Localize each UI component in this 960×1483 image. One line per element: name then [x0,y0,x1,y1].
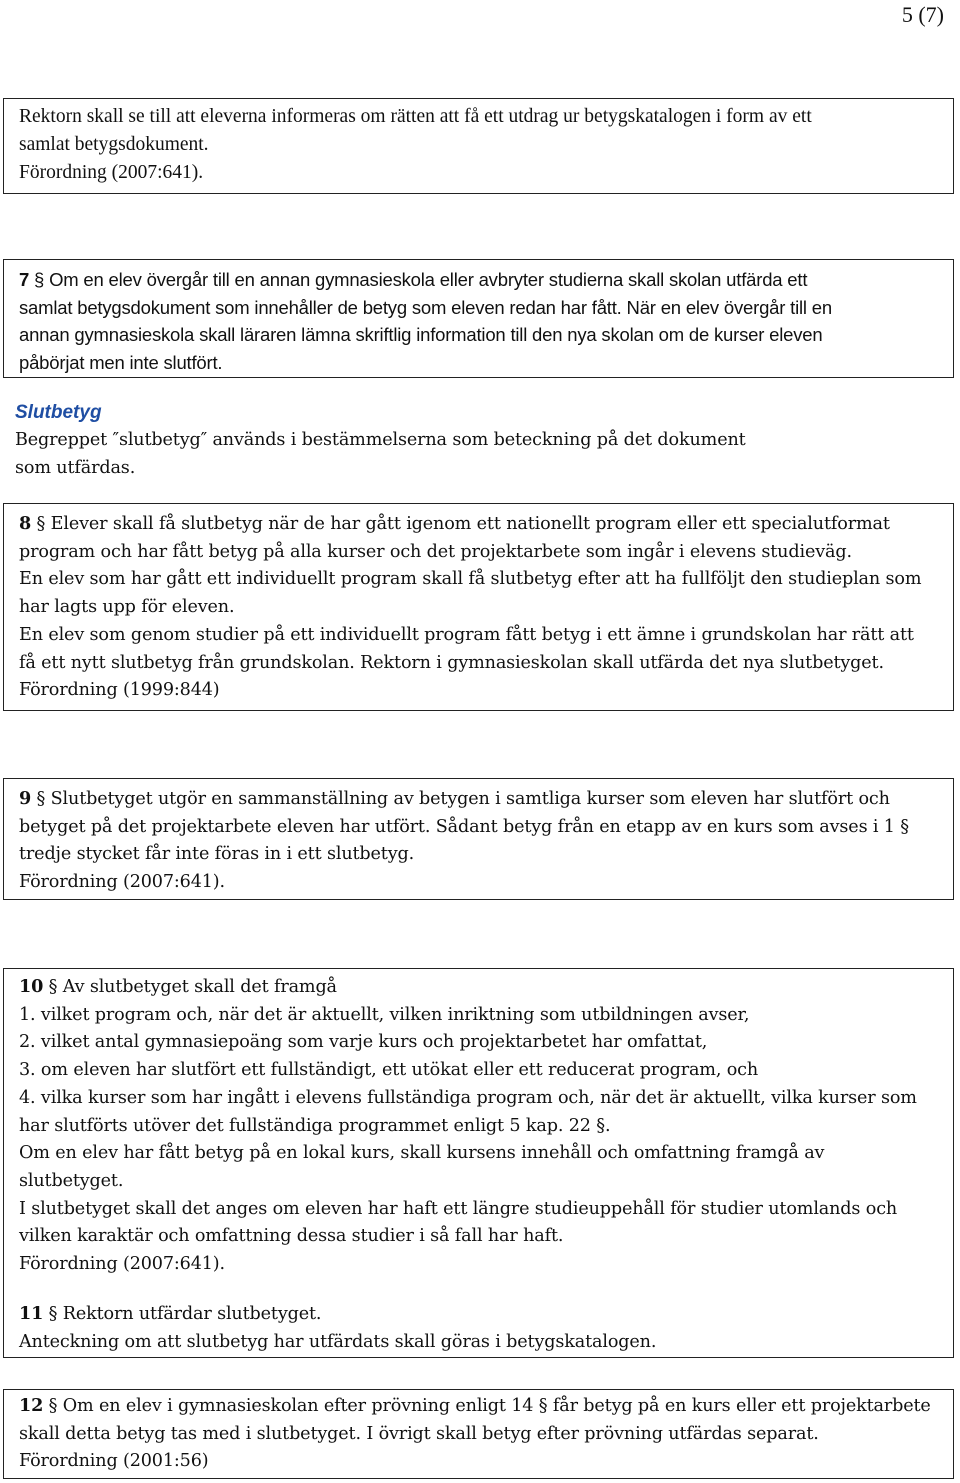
list-item: 2. vilket antal gymnasiepoäng som varje kurs och projektarbetet har omfattat, [19,1032,708,1053]
text-line: få ett nytt slutbetyg från grundskolan. Rektorn i gymnasieskolan skall utfärda det nya slutbetyget. [19,652,884,673]
section-box-9 [3,778,954,900]
paragraph-7 [19,266,945,376]
paragraph-number: 12 [19,1395,44,1416]
text-line: Om en elev har fått betyg på en lokal kurs, skall kursens innehåll och omfattning framgå av [19,1143,825,1164]
section-box-8 [3,503,954,711]
text-line: I slutbetyget skall det anges om eleven har haft ett längre studieuppehåll för studier utomlands och [19,1198,898,1219]
text-line: skall detta betyg tas med i slutbetyget. I övrigt skall betyg efter prövning utfärdas separat. [19,1423,819,1444]
paragraph-number: 11 [19,1303,44,1324]
section-box-10-11 [3,968,954,1358]
text-line: Av slutbetyget skall det framgå [57,977,337,997]
text-line: Om en elev i gymnasieskolan efter prövning enligt 14 [57,1396,539,1416]
section-box-rektorn [3,98,954,194]
citation: Förordning (2007:641). [19,1254,225,1275]
paragraph-number: 9 [19,788,32,809]
section-sign-icon: § [36,789,46,809]
citation: Förordning (2007:641). [19,872,225,893]
citation: Förordning (2007:641). [19,161,204,183]
section-sign-icon: § [34,269,45,290]
text-line: tredje stycket får inte föras in i ett slutbetyg. [19,844,415,865]
section-sign-icon: § [48,977,58,997]
text-line: har lagts upp för eleven. [19,597,235,618]
text-line: slutbetyget. [19,1170,124,1191]
citation: Förordning (2001:56) [19,1451,209,1472]
section-box-12 [3,1389,954,1479]
citation: Förordning (1999:844) [19,680,220,701]
text-line: Rektorn utfärdar slutbetyget. [57,1304,322,1324]
section-sign-icon: § [36,514,46,534]
text-line: Elever skall få slutbetyg när de har gått igenom ett nationellt program eller ett specialutformat [45,514,890,534]
text-line: annan gymnasieskola skall läraren lämna skriftlig information till den nya skolan om de kurser eleven [19,324,823,346]
paragraph-number: 8 [19,513,32,534]
text-line: . [604,1115,611,1136]
section-sign-icon: § [48,1304,58,1324]
paragraph-rektorn [19,103,945,186]
text-line: program och har fått betyg på alla kurser och det projektarbete som ingår i elevens studieväg. [19,541,852,562]
text-line: som utfärdas. [15,457,136,478]
text-line: Om en elev övergår till en annan gymnasieskola eller avbryter studierna skall skolan utfärda ett [44,269,808,290]
section-sign-icon: § [48,1396,58,1416]
definition-paragraph [15,427,952,482]
list-item: 4. vilka kurser som har ingått i elevens fullständiga program och, när det är aktuellt, vilka kurser som [19,1087,917,1108]
paragraph-11 [19,1300,945,1356]
text-line: vilken karaktär och omfattning dessa studier i så fall har haft. [19,1226,564,1247]
text-line: Anteckning om att slutbetyg har utfärdats skall göras i betygskatalogen. [19,1331,657,1352]
paragraph-8 [19,510,945,705]
text-line: Begreppet ″slutbetyg″ används i bestämmelserna som beteckning på det dokument [15,430,746,450]
text-line: En elev som genom studier på ett individuellt program fått betyg i ett ämne i grundskolan har rätt att [19,624,914,645]
page-number: 5 (7) [901,2,944,27]
text-line: Slutbetyget utgör en sammanställning av betygen i samtliga kurser som eleven har slutfört och [45,789,890,809]
paragraph-12 [19,1392,945,1476]
text-line: påbörjat men inte slutfört. [19,351,223,373]
section-sign-icon: § [538,1396,548,1416]
text-line: betyget på det projektarbete eleven har utfört. Sådant betyg från en etapp av en kurs som avses i 1 [19,816,901,837]
text-line: Rektorn skall se till att eleverna informeras om rätten att få ett utdrag ur betygskatalogen i form av ett [19,106,812,127]
text-line: samlat betygsdokument som innehåller de betyg som eleven redan har fått. När en elev övergår till en [19,296,832,318]
text-line: samlat betygsdokument. [19,133,209,155]
list-item: 3. om eleven har slutfört ett fullständigt, ett utökat eller ett reducerat program, och [19,1060,759,1081]
paragraph-10 [19,973,945,1279]
section-sign-icon: § [900,816,909,837]
text-line: har slutförts utöver det fullständiga programmet enligt 5 kap. 22 [19,1115,597,1136]
paragraph-9 [19,785,945,897]
section-heading: Slutbetyg [15,402,102,423]
text-line: En elev som har gått ett individuellt program skall få slutbetyg efter att ha fullföljt den studieplan som [19,569,922,590]
paragraph-number: 10 [19,976,44,997]
paragraph-number: 7 [19,269,30,290]
list-item: 1. vilket program och, när det är aktuellt, vilken inriktning som utbildningen avser, [19,1004,750,1025]
section-sign-icon: § [596,1115,605,1136]
section-box-7 [3,259,954,378]
text-line: får betyg på en kurs eller ett projektarbete [547,1396,931,1416]
